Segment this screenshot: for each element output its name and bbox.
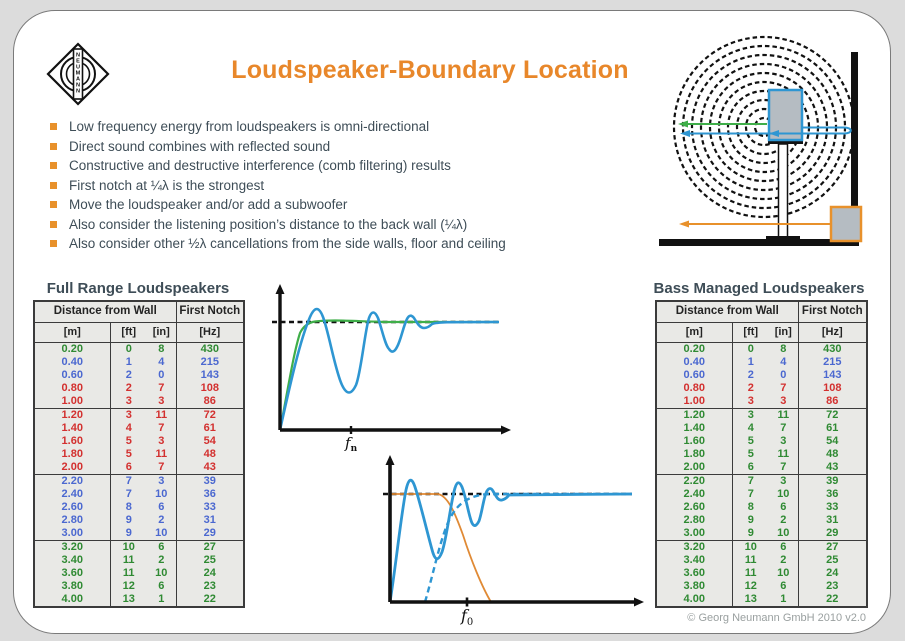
cell-in: 4 [158,356,165,368]
cell-hz: 25 [798,554,867,567]
svg-text:E: E [76,58,80,65]
unit-m: [m] [656,323,732,343]
cell-ft: 9 [747,514,754,526]
cell-ft: 13 [744,593,757,605]
subwoofer [831,207,861,241]
cell-m: 0.80 [656,382,732,395]
table-row [34,488,244,501]
cell-ft: 6 [110,461,147,475]
bullet-item [50,176,506,196]
cell-hz: 24 [798,567,867,580]
cell-m: 3.80 [656,580,732,593]
smooth-response-curve [280,321,499,430]
bullet-list [50,117,506,254]
table-row [656,395,867,409]
bullet-text: Constructive and destructive interference (comb filtering) results [69,158,451,174]
cell-m: 1.00 [34,395,110,409]
cell-hz: 22 [798,593,867,607]
cell-m: 2.00 [656,461,732,475]
cell-ft: 3 [747,409,754,421]
first-notch-header: First Notch [176,301,244,323]
cell-in: 3 [147,395,176,409]
cell-in: 6 [158,580,165,592]
cell-m: 2.20 [34,475,110,489]
cell-in: 10 [769,527,798,541]
cell-hz: 29 [798,527,867,541]
table-row [656,541,867,555]
cell-m: 2.60 [34,501,110,514]
cell-in: 10 [155,567,168,579]
cell-in: 0 [158,369,165,381]
cell-in: 6 [780,501,787,513]
bullet-square-icon [50,221,57,228]
table-row [34,567,244,580]
cell-ft: 12 [744,580,757,592]
cell-hz: 86 [176,395,244,409]
cell-ft: 4 [747,422,754,434]
y-axis-arrowhead-icon [386,455,395,465]
reflected-arrowhead-icon [680,130,690,137]
bullet-square-icon [50,162,57,169]
cell-m: 2.00 [34,461,110,475]
table-row [34,369,244,382]
cell-m: 1.20 [656,409,732,423]
cell-hz: 27 [798,541,867,555]
cell-hz: 39 [176,475,244,489]
cell-hz: 108 [798,382,867,395]
bass-managed-heading: Bass Managed Loudspeakers [653,280,865,297]
cell-in: 8 [158,343,165,355]
cell-ft: 5 [747,435,754,447]
cell-m: 2.80 [34,514,110,527]
table-row [656,567,867,580]
cell-ft: 2 [125,369,132,381]
cell-m: 3.40 [34,554,110,567]
direct-sound-arrowhead-icon [678,121,688,128]
bullet-square-icon [50,182,57,189]
copyright-text: © Georg Neumann GmbH 2010 v2.0 [687,612,866,624]
boundary-diagram [655,28,867,252]
first-notch-header: First Notch [798,301,867,323]
unit-in: [in] [147,323,176,343]
cell-in: 2 [158,554,165,566]
cell-in: 2 [780,554,787,566]
cell-hz: 39 [798,475,867,489]
cell-m: 2.60 [656,501,732,514]
cell-m: 1.20 [34,409,110,423]
cell-in: 11 [155,448,168,460]
x-axis-arrowhead-icon [501,426,511,435]
unit-m: [m] [34,323,110,343]
subwoofer-arrowhead-icon [679,221,689,228]
cell-hz: 430 [798,343,867,357]
cell-in: 2 [158,514,165,526]
cell-in: 7 [780,422,787,434]
table-row [34,409,244,423]
comb-filter-response-curve [280,309,499,430]
cell-ft: 7 [747,475,754,487]
speaker-stand-pole [779,144,788,240]
bullet-text: Also consider the listening position’s distance to the back wall (¼λ) [69,216,468,232]
cell-in: 3 [780,475,787,487]
table-row [34,356,244,369]
cell-ft: 12 [122,580,135,592]
unit-hz: [Hz] [176,323,244,343]
cell-m: 3.20 [656,541,732,555]
table-row [34,422,244,435]
svg-text:N: N [75,88,81,95]
cell-ft: 0 [125,343,132,355]
cell-ft: 2 [125,382,132,394]
table-row [656,527,867,541]
bullet-square-icon [50,143,57,150]
bass-managed-table-body [656,343,867,608]
table-row [34,554,244,567]
cell-m: 4.00 [656,593,732,607]
cell-in: 2 [780,514,787,526]
fn-axis-label: $f_n$ [345,434,358,454]
stand-foot [766,236,800,242]
bullet-text: Low frequency energy from loudspeakers is omni-directional [69,119,430,135]
full-range-table-body [34,343,244,608]
bullet-item [50,156,506,176]
bullet-item [50,137,506,157]
cell-in: 11 [777,409,790,421]
cell-m: 2.40 [34,488,110,501]
cell-hz: 108 [176,382,244,395]
cell-ft: 11 [122,554,135,566]
cell-hz: 36 [798,488,867,501]
bullet-square-icon [50,240,57,247]
cell-m: 1.80 [34,448,110,461]
table-row [34,501,244,514]
cell-ft: 0 [747,343,754,355]
bullet-item [50,234,506,254]
bullet-text: First notch at ¼λ is the strongest [69,177,265,193]
cell-ft: 3 [125,409,132,421]
full-range-response-chart [263,283,513,455]
cell-in: 7 [158,422,165,434]
table-header-row [34,301,244,323]
cell-m: 1.00 [656,395,732,409]
cell-ft: 2 [747,382,754,394]
cell-ft: 13 [122,593,135,605]
cell-ft: 3 [732,395,769,409]
cell-ft: 8 [747,501,754,513]
cell-hz: 22 [176,593,244,607]
svg-text:N: N [75,82,81,89]
table-row [34,514,244,527]
cell-m: 1.60 [656,435,732,448]
table-row [656,475,867,489]
cell-in: 6 [158,541,165,553]
cell-m: 3.60 [656,567,732,580]
cell-hz: 72 [798,409,867,423]
cell-in: 10 [777,488,790,500]
table-row [656,382,867,395]
floor [659,239,859,246]
table-row [34,527,244,541]
cell-hz: 43 [176,461,244,475]
cell-in: 7 [158,382,165,394]
cell-in: 6 [780,541,787,553]
cell-in: 10 [777,567,790,579]
unit-in: [in] [769,323,798,343]
cell-hz: 54 [798,435,867,448]
cell-in: 11 [155,409,168,421]
cell-hz: 29 [176,527,244,541]
page-title: Loudspeaker-Boundary Location [231,56,629,84]
cell-in: 8 [780,343,787,355]
cell-ft: 1 [125,356,132,368]
cell-in: 11 [777,448,790,460]
cell-ft: 3 [110,395,147,409]
cell-m: 0.60 [656,369,732,382]
bass-managed-table [655,300,868,608]
cell-in: 7 [147,461,176,475]
cell-hz: 31 [176,514,244,527]
full-range-table [33,300,245,608]
cell-in: 6 [158,501,165,513]
cell-ft: 7 [747,488,754,500]
bullet-text: Move the loudspeaker and/or add a subwoofer [69,197,348,213]
cell-m: 3.40 [656,554,732,567]
cell-in: 0 [780,369,787,381]
f0-axis-label: $f_0$ [461,606,474,628]
cell-hz: 215 [798,356,867,369]
table-row [656,580,867,593]
combined-response-curve [390,480,632,602]
cell-in: 1 [780,593,787,605]
cell-in: 3 [780,435,787,447]
cell-m: 1.60 [34,435,110,448]
cell-hz: 54 [176,435,244,448]
cell-hz: 143 [176,369,244,382]
cell-ft: 4 [125,422,132,434]
bullet-item [50,215,506,235]
table-units-row [656,323,867,343]
lowpass-branch-curve [391,494,491,602]
svg-text:N: N [75,52,81,59]
table-row [656,422,867,435]
bullet-item [50,195,506,215]
cell-in: 7 [769,461,798,475]
cell-m: 0.20 [34,343,110,357]
cell-hz: 43 [798,461,867,475]
table-row [656,554,867,567]
cell-hz: 48 [798,448,867,461]
cell-m: 0.20 [656,343,732,357]
cell-ft: 7 [125,475,132,487]
table-row [656,461,867,475]
cell-ft: 5 [125,448,132,460]
cell-hz: 24 [176,567,244,580]
cell-hz: 430 [176,343,244,357]
cell-ft: 8 [125,501,132,513]
cell-ft: 9 [732,527,769,541]
cell-in: 6 [780,580,787,592]
cell-ft: 11 [122,567,135,579]
table-row [34,461,244,475]
cell-in: 3 [158,475,165,487]
table-row [656,356,867,369]
cell-m: 4.00 [34,593,110,607]
cell-hz: 33 [176,501,244,514]
table-row [656,343,867,357]
cell-ft: 5 [747,448,754,460]
cell-hz: 72 [176,409,244,423]
cell-in: 1 [158,593,165,605]
table-row [34,343,244,357]
cell-m: 0.40 [34,356,110,369]
bullet-item [50,117,506,137]
table-units-row [34,323,244,343]
cell-ft: 6 [732,461,769,475]
cell-m: 3.00 [656,527,732,541]
svg-text:M: M [75,70,81,77]
table-row [656,448,867,461]
distance-header: Distance from Wall [34,301,176,323]
cell-m: 0.40 [656,356,732,369]
cell-hz: 23 [176,580,244,593]
cell-ft: 1 [747,356,754,368]
cell-m: 2.20 [656,475,732,489]
table-row [34,435,244,448]
x-axis-arrowhead-icon [634,598,644,607]
table-row [34,395,244,409]
svg-text:U: U [75,64,81,71]
cell-m: 1.40 [34,422,110,435]
cell-ft: 7 [125,488,132,500]
y-axis-arrowhead-icon [276,284,285,294]
cell-in: 7 [780,382,787,394]
cell-in: 10 [155,488,168,500]
bullet-text: Also consider other ½λ cancellations from the side walls, floor and ceiling [69,236,506,252]
distance-header: Distance from Wall [656,301,798,323]
bass-managed-response-chart [378,452,646,634]
cell-ft: 11 [744,554,757,566]
unit-ft: [ft] [110,323,147,343]
cell-m: 3.80 [34,580,110,593]
cell-ft: 9 [125,514,132,526]
table-row [34,475,244,489]
table-row [656,593,867,607]
cell-m: 3.60 [34,567,110,580]
cell-m: 0.60 [34,369,110,382]
table-row [34,541,244,555]
neumann-logo [46,42,110,106]
table-row [34,580,244,593]
table-row [34,448,244,461]
cell-ft: 2 [747,369,754,381]
unit-hz: [Hz] [798,323,867,343]
table-header-row [656,301,867,323]
bullet-text: Direct sound combines with reflected sound [69,138,331,154]
cell-hz: 61 [798,422,867,435]
cell-ft: 11 [744,567,757,579]
unit-ft: [ft] [732,323,769,343]
table-row [656,488,867,501]
table-row [34,593,244,607]
bullet-square-icon [50,201,57,208]
cell-m: 2.80 [656,514,732,527]
cell-hz: 27 [176,541,244,555]
cell-hz: 143 [798,369,867,382]
cell-hz: 61 [176,422,244,435]
cell-hz: 23 [798,580,867,593]
highpass-branch-dashed-curve [425,494,632,602]
svg-text:A: A [75,76,81,83]
cell-hz: 25 [176,554,244,567]
bullet-square-icon [50,123,57,130]
table-row [656,514,867,527]
cell-m: 3.20 [34,541,110,555]
cell-hz: 36 [176,488,244,501]
cell-ft: 10 [744,541,757,553]
cell-hz: 215 [176,356,244,369]
cell-hz: 33 [798,501,867,514]
cell-hz: 31 [798,514,867,527]
cell-in: 10 [147,527,176,541]
table-row [656,435,867,448]
table-row [656,369,867,382]
full-range-heading: Full Range Loudspeakers [46,280,230,297]
cell-in: 3 [769,395,798,409]
cell-m: 1.40 [656,422,732,435]
cell-in: 3 [158,435,165,447]
cell-m: 2.40 [656,488,732,501]
table-row [34,382,244,395]
cell-hz: 86 [798,395,867,409]
cell-ft: 9 [110,527,147,541]
table-row [656,409,867,423]
cell-m: 3.00 [34,527,110,541]
cell-in: 4 [780,356,787,368]
table-row [656,501,867,514]
cell-ft: 5 [125,435,132,447]
cell-m: 1.80 [656,448,732,461]
cell-ft: 10 [122,541,135,553]
cell-m: 0.80 [34,382,110,395]
cell-hz: 48 [176,448,244,461]
